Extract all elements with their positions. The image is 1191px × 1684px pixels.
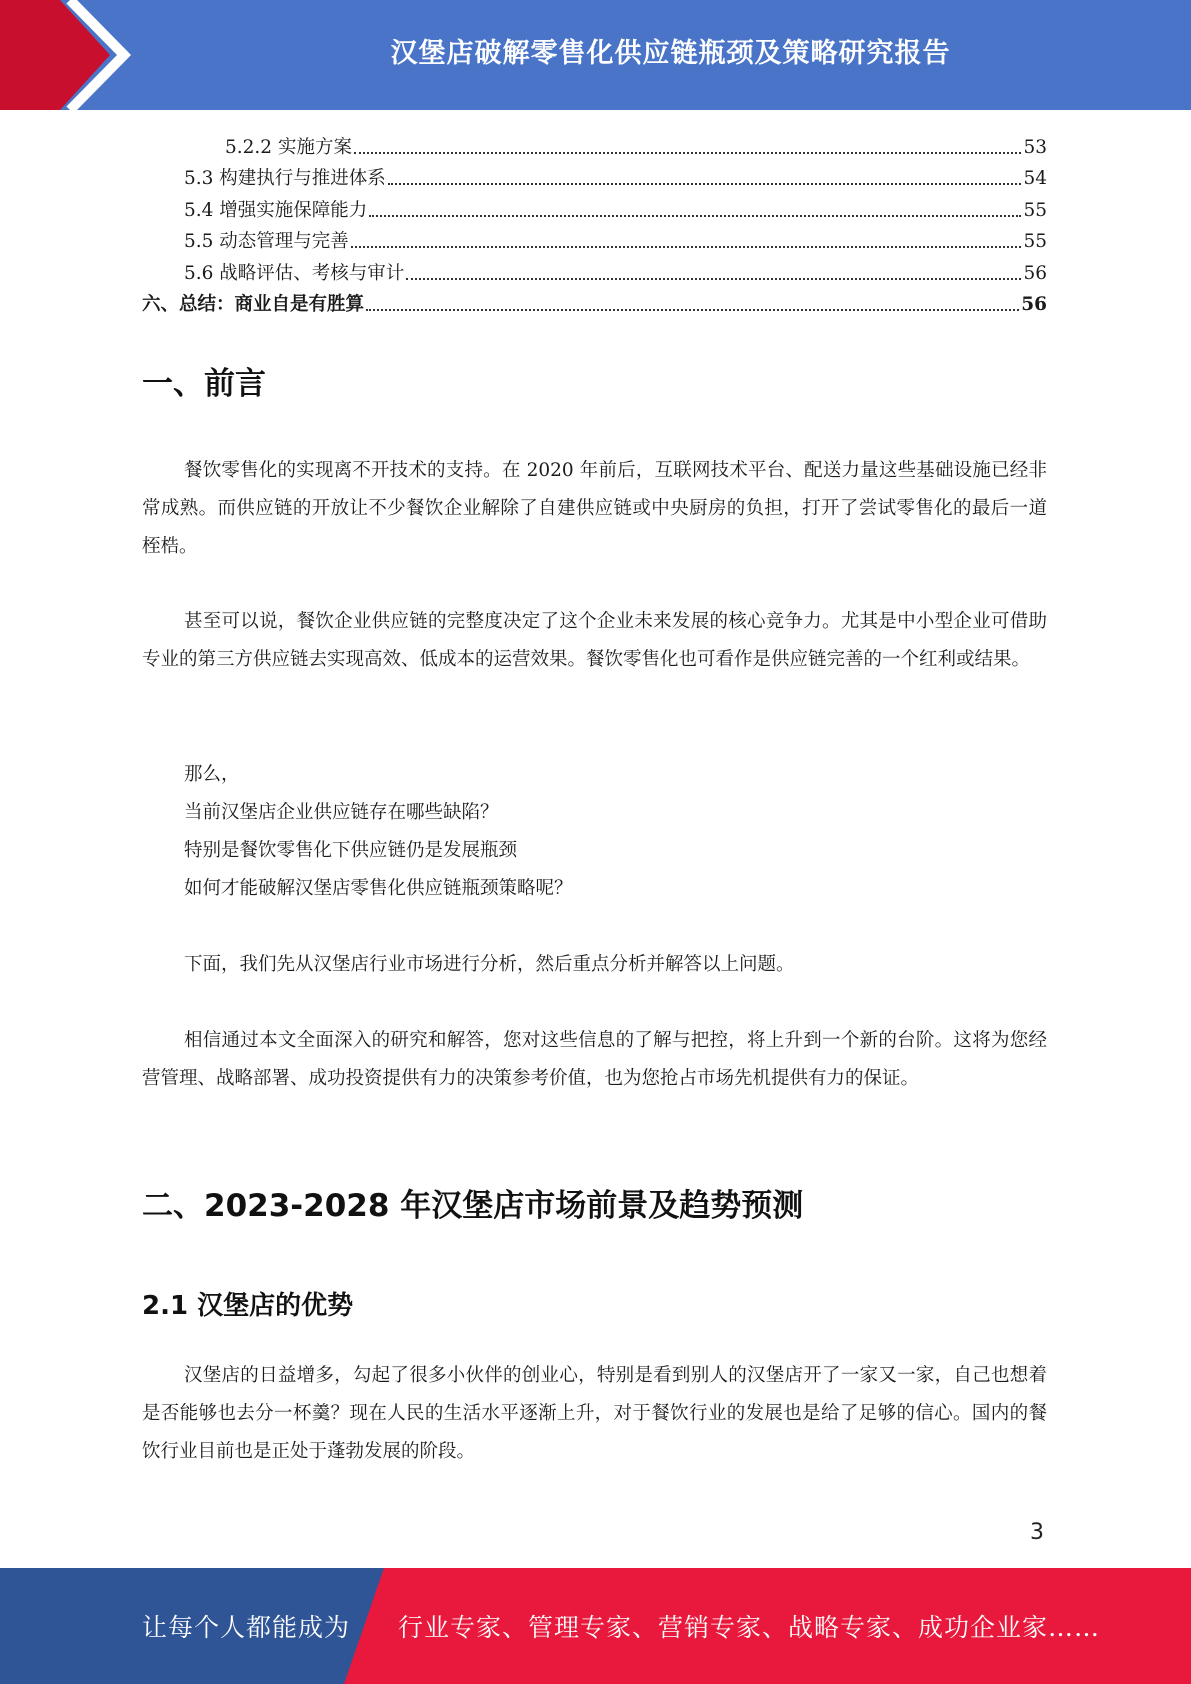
question-line: 特别是餐饮零售化下供应链仍是发展瓶颈 — [184, 840, 518, 861]
toc-entry-page: 55 — [1023, 199, 1047, 221]
page-footer — [0, 1568, 1191, 1684]
page-number: 3 — [1030, 1520, 1044, 1545]
footer-slogan-left: 让每个人都能成为 — [142, 1613, 351, 1642]
toc-entry[interactable] — [142, 286, 1047, 318]
question-line: 当前汉堡店企业供应链存在哪些缺陷？ — [184, 802, 499, 823]
toc-leader-dots — [406, 278, 1021, 280]
toc-leader-dots — [351, 246, 1022, 248]
toc-entry-page: 53 — [1023, 136, 1047, 158]
toc-entry[interactable] — [142, 160, 1047, 192]
subsection-heading-advantages: 2.1 汉堡店的优势 — [142, 1291, 354, 1321]
toc-entry-label: 5.3 构建执行与推进体系 — [184, 168, 386, 189]
paragraph: 下面，我们先从汉堡店行业市场进行分析，然后重点分析并解答以上问题。 — [184, 954, 795, 975]
toc-entry-label: 5.2.2 实施方案 — [225, 136, 352, 158]
toc-leader-dots — [354, 152, 1022, 154]
footer-slogan-right: 行业专家、管理专家、营销专家、战略专家、成功企业家…… — [398, 1613, 1101, 1642]
paragraph: 相信通过本文全面深入的研究和解答，您对这些信息的了解与把控，将上升到一个新的台阶。这将为您经营管理、战略部署、成功投资提供有力的决策参考价值，也为您抢占市场先机提供有力的保证。 — [142, 1030, 1047, 1089]
toc-entry-label: 5.5 动态管理与完善 — [184, 231, 349, 252]
section-heading-market-forecast: 二、2023-2028 年汉堡店市场前景及趋势预测 — [142, 1188, 804, 1224]
header-arrow-decoration — [0, 0, 150, 110]
toc-entry[interactable] — [142, 223, 1047, 255]
question-line: 那么， — [184, 764, 240, 785]
paragraph: 甚至可以说，餐饮企业供应链的完整度决定了这个企业未来发展的核心竞争力。尤其是中小型企业可借助专业的第三方供应链去实现高效、低成本的运营效果。餐饮零售化也可看作是供应链完善的一个红利或结果。 — [142, 611, 1047, 670]
toc-entry-page: 56 — [1023, 262, 1047, 284]
paragraph: 汉堡店的日益增多，勾起了很多小伙伴的创业心，特别是看到别人的汉堡店开了一家又一家，自己也想着是否能够也去分一杯羹？现在人民的生活水平逐渐上升，对于餐饮行业的发展也是给了足够的信心。国内的餐饮行业目前也是正处于蓬勃发展的阶段。 — [142, 1365, 1047, 1462]
table-of-contents — [142, 128, 1047, 317]
toc-leader-dots — [388, 183, 1022, 185]
toc-entry-page: 54 — [1023, 168, 1047, 189]
toc-entry[interactable] — [142, 191, 1047, 223]
toc-entry-page: 56 — [1021, 294, 1047, 315]
toc-entry[interactable] — [142, 128, 1047, 160]
toc-leader-dots — [369, 215, 1021, 217]
toc-entry[interactable] — [142, 254, 1047, 286]
question-line: 如何才能破解汉堡店零售化供应链瓶颈策略呢？ — [184, 878, 573, 899]
page-header — [0, 0, 1191, 110]
toc-leader-dots — [366, 309, 1019, 311]
paragraph: 餐饮零售化的实现离不开技术的支持。在 2020 年前后，互联网技术平台、配送力量这些基础设施已经非常成熟。而供应链的开放让不少餐饮企业解除了自建供应链或中央厨房的负担，打开了尝试零售化的最后一道桎梏。 — [142, 460, 1047, 557]
toc-entry-label: 5.6 战略评估、考核与审计 — [184, 262, 405, 284]
toc-entry-label: 六、总结：商业自是有胜算 — [142, 294, 365, 315]
toc-entry-label: 5.4 增强实施保障能力 — [184, 199, 368, 221]
section-heading-preface: 一、前言 — [142, 366, 266, 402]
toc-entry-page: 55 — [1023, 231, 1047, 252]
report-title: 汉堡店破解零售化供应链瓶颈及策略研究报告 — [390, 37, 951, 69]
